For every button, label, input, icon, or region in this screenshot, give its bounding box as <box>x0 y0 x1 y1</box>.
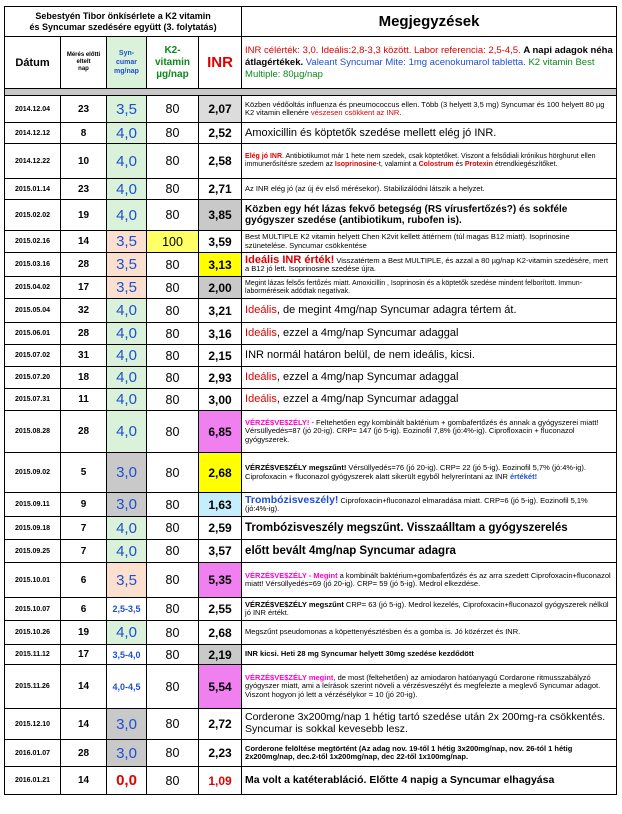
days-cell: 17 <box>61 277 107 299</box>
note-cell <box>242 123 617 144</box>
note-cell <box>242 493 617 517</box>
date-cell: 2015.03.16 <box>5 253 61 277</box>
inr-value-cell: 6,85 <box>199 411 242 453</box>
note-text: Megint <box>313 570 338 580</box>
table-row <box>5 411 617 453</box>
k2-dose-cell: 80 <box>147 389 199 411</box>
note-cell <box>242 665 617 709</box>
table-row <box>5 123 617 144</box>
note-text: Trombózisveszély megszűnt. Visszaálltam a gyógyszerelés <box>245 521 568 534</box>
note-text: , ezzel a 4mg/nap Syncumar adaggal <box>276 371 459 384</box>
days-cell: 28 <box>61 253 107 277</box>
date-cell: 2015.12.10 <box>5 709 61 740</box>
note-cell <box>242 517 617 540</box>
k2-dose-cell: 80 <box>147 767 199 795</box>
note-cell <box>242 179 617 200</box>
note-text: , de most (feltehetően) az amiodaron hatóanyagú Cordarone ritmusszabályzó gyógyszer miatt, ami a leírások szerint növeli a vérzésveszélyt és megfelezte a meglevő Syncumar adagot. Viszont hogyon jó lett a vérzésélykor = 10 (jó 20-ig). <box>245 672 601 699</box>
table-row <box>5 367 617 389</box>
table-row <box>5 517 617 540</box>
date-cell: 2015.02.02 <box>5 200 61 231</box>
inr-value-cell: 2,52 <box>199 123 242 144</box>
syncumar-dose-cell: 3,5 <box>107 253 147 277</box>
days-cell: 28 <box>61 323 107 345</box>
syncumar-dose-cell: 4,0 <box>107 299 147 323</box>
date-cell: 2015.05.04 <box>5 299 61 323</box>
note-text: VÉRZÉ$VE$ZÉLY! <box>245 417 310 427</box>
table-row <box>5 453 617 493</box>
days-cell: 19 <box>61 200 107 231</box>
col-header-syncumar <box>107 37 147 89</box>
col-k2-line-3: µg/nap <box>156 68 189 80</box>
syncumar-dose-cell: 3,0 <box>107 709 147 740</box>
note-text: . <box>399 108 402 117</box>
date-cell: 2015.09.25 <box>5 540 61 563</box>
date-cell: 2016.01.21 <box>5 767 61 795</box>
k2-dose-cell: 80 <box>147 709 199 740</box>
k2-dose-cell: 80 <box>147 253 199 277</box>
table-row <box>5 299 617 323</box>
note-text: INR normál határon belül, de nem ideális, kicsi. <box>245 349 475 362</box>
date-cell: 2014.12.12 <box>5 123 61 144</box>
table-row <box>5 665 617 709</box>
note-cell <box>242 323 617 345</box>
col-days-line-3: nap <box>78 66 89 72</box>
note-cell <box>242 253 617 277</box>
k2-dose-cell: 80 <box>147 740 199 767</box>
note-text: , ezzel a 4mg/nap Syncumar adaggal <box>276 327 459 340</box>
col-header-inr: INR <box>199 37 242 89</box>
table-row <box>5 200 617 231</box>
note-cell <box>242 767 617 795</box>
days-cell: 19 <box>61 621 107 645</box>
syncumar-dose-cell: 2,5-3,5 <box>107 598 147 621</box>
col-header-days <box>61 37 107 89</box>
date-cell: 2015.11.26 <box>5 665 61 709</box>
table-row <box>5 96 617 123</box>
k2-dose-cell: 80 <box>147 598 199 621</box>
table-row <box>5 323 617 345</box>
note-text: Ma volt a katéterabláció. Előtte 4 napig a Syncumar elhagyása <box>245 773 555 786</box>
note-text: Ideális INR érték! <box>245 253 335 266</box>
note-text: VÉRZÉ$VE$ZÉLY megszűnt! <box>245 463 347 473</box>
inr-value-cell: 2,55 <box>199 598 242 621</box>
inr-log-sheet <box>4 6 616 795</box>
syncumar-dose-cell: 4,0 <box>107 367 147 389</box>
table-row <box>5 767 617 795</box>
column-header-row <box>5 37 617 89</box>
days-cell: 18 <box>61 367 107 389</box>
note-cell <box>242 231 617 253</box>
inr-value-cell: 2,19 <box>199 645 242 665</box>
date-cell: 2016.01.07 <box>5 740 61 767</box>
note-text: Közben egy hét lázas fekvő betegség (RS vírusfertőzés?) és sokféle gyógyszer szedése (antibiotikum, rubofen is). <box>245 203 568 226</box>
syncumar-dose-cell: 4,0 <box>107 123 147 144</box>
k2-dose-cell: 80 <box>147 665 199 709</box>
syncumar-dose-cell: 4,0 <box>107 517 147 540</box>
date-cell: 2015.07.20 <box>5 367 61 389</box>
syncumar-dose-cell: 4,0 <box>107 144 147 179</box>
inr-value-cell: 3,21 <box>199 299 242 323</box>
inr-value-cell: 2,93 <box>199 367 242 389</box>
date-cell: 2014.12.04 <box>5 96 61 123</box>
table-row <box>5 645 617 665</box>
col-syn-line-2: cumar <box>115 59 137 66</box>
note-text: - Feltehetően egy kombinált baktérium + gombafertőzés és annak a gyógyszerei miatt! Vérsüllyedés=87 (jó 20-ig). CRP= 147 (jó 5-ig). Eozinofil 7,8% (jó:4%-ig). Ciprofloxacin + fluconazol gyógyszerek. <box>245 417 599 444</box>
note-cell <box>242 96 617 123</box>
col-days-line-1: Mérés előtti <box>66 52 101 58</box>
title-line-1: Sebestyén Tibor önkísérlete a K2 vitamin <box>35 10 211 21</box>
syncumar-dose-cell: 3,5 <box>107 277 147 299</box>
k2-dose-cell: 100 <box>147 231 199 253</box>
syncumar-dose-cell: 4,0 <box>107 200 147 231</box>
days-cell: 23 <box>61 96 107 123</box>
days-cell: 32 <box>61 299 107 323</box>
days-cell: 17 <box>61 645 107 665</box>
syncumar-dose-cell: 4,0 <box>107 179 147 200</box>
spacer-row <box>5 89 617 96</box>
days-cell: 23 <box>61 179 107 200</box>
days-cell: 14 <box>61 709 107 740</box>
table-row <box>5 144 617 179</box>
date-cell: 2015.11.12 <box>5 645 61 665</box>
note-text: VÉRZÉ$VE$ZÉLY megszűnt <box>245 599 344 609</box>
k2-dose-cell: 80 <box>147 563 199 598</box>
note-cell <box>242 621 617 645</box>
col-syn-line-1: Syn- <box>118 50 135 57</box>
days-cell: 14 <box>61 767 107 795</box>
k2-dose-cell: 80 <box>147 123 199 144</box>
syncumar-dose-cell: 4,0 <box>107 323 147 345</box>
note-text: Ciprofoxacin+fluconazol elmaradása miatt. CRP=6 (jó 5-ig). Eozinofil 5,1% (jó:4%-ig). <box>245 495 588 513</box>
note-cell <box>242 645 617 665</box>
inr-value-cell: 3,57 <box>199 540 242 563</box>
note-text: Amoxicillin és köptetők szedése mellett elég jó INR. <box>245 126 497 139</box>
k2-dose-cell: 80 <box>147 200 199 231</box>
note-cell <box>242 709 617 740</box>
syncumar-dose-cell: 4,0 <box>107 345 147 367</box>
col-k2-line-1: K2- <box>164 44 181 56</box>
note-text: Az INR elég jó (az új év első mérésekor). Stabilizálódni látszik a helyzet. <box>245 183 485 193</box>
note-text: , de megint 4mg/nap Syncumar adagra tértem át. <box>276 304 517 317</box>
note-cell <box>242 367 617 389</box>
days-cell: 28 <box>61 411 107 453</box>
syncumar-dose-cell: 0,0 <box>107 767 147 795</box>
inr-value-cell: 5,35 <box>199 563 242 598</box>
inr-value-cell: 2,58 <box>199 144 242 179</box>
syncumar-dose-cell: 3,5 <box>107 231 147 253</box>
note-cell <box>242 345 617 367</box>
table-row <box>5 540 617 563</box>
title-row <box>5 7 617 37</box>
col-header-k2 <box>147 37 199 89</box>
col-days-line-2: eltelt <box>76 59 91 65</box>
syncumar-dose-cell: 3,0 <box>107 740 147 767</box>
table-row <box>5 598 617 621</box>
date-cell: 2014.12.22 <box>5 144 61 179</box>
inr-value-cell: 3,59 <box>199 231 242 253</box>
note-text: . Antibiotikumot már 1 hete nem szedek, csak köptetőket. Viszont a felsődiali krónikus hörghurut ellen immunerősítésre szedem az <box>245 153 596 168</box>
table-row <box>5 231 617 253</box>
date-cell: 2015.09.18 <box>5 517 61 540</box>
legend-target-range: INR célérték: 3,0. Ideális:2,8-3,3 között. Labor referencia: 2,5-4,5. <box>245 44 521 56</box>
k2-dose-cell: 80 <box>147 96 199 123</box>
date-cell: 2015.06.01 <box>5 323 61 345</box>
note-text: Ideális <box>245 327 277 340</box>
days-cell: 14 <box>61 231 107 253</box>
syncumar-dose-cell: 3,5 <box>107 563 147 598</box>
note-text: a kombinált baktérium+gombafertőzés és az arra szedett Ciprofoxacin+fluconazol miatt! Vérsüllyedés=69 (jó 20-ig). CRP= 59 (jó 5-ig). Medrol elkezdése. <box>245 570 611 588</box>
legend-syncumar: Valeant Syncumar Mite: 1mg acenokumarol tabletta. <box>305 56 526 68</box>
syncumar-dose-cell: 3,5-4,0 <box>107 645 147 665</box>
note-text: Elég jó INR <box>245 153 282 161</box>
date-cell: 2015.07.31 <box>5 389 61 411</box>
days-cell: 7 <box>61 540 107 563</box>
days-cell: 11 <box>61 389 107 411</box>
col-k2-line-2: vitamin <box>154 56 190 68</box>
inr-value-cell: 3,85 <box>199 200 242 231</box>
note-cell <box>242 144 617 179</box>
date-cell: 2015.10.26 <box>5 621 61 645</box>
note-text: Best MULTIPLE K2 vitamin helyett Chen K2vit kellett áttérnem (túl magas B12 miatt). Isoprinosine szünetelése. Syncumar csökkentése <box>245 232 570 250</box>
k2-dose-cell: 80 <box>147 367 199 389</box>
table-row <box>5 621 617 645</box>
note-text: étrendkiegészítőket. <box>492 161 558 168</box>
note-cell <box>242 563 617 598</box>
date-cell: 2015.02.16 <box>5 231 61 253</box>
note-cell <box>242 740 617 767</box>
syncumar-dose-cell: 4,0 <box>107 411 147 453</box>
days-cell: 28 <box>61 740 107 767</box>
spacer-cell <box>5 89 617 96</box>
note-cell <box>242 540 617 563</box>
inr-value-cell: 2,59 <box>199 517 242 540</box>
note-cell <box>242 277 617 299</box>
note-text: Ideális <box>245 371 277 384</box>
table-row <box>5 740 617 767</box>
note-text: CRP= 63 (jó 5-ig). Medrol kezelés, Ciprofoxacin+fluconazol gyógyszerek nélkül jó INR értékt. <box>245 599 609 617</box>
note-text: Corderone 3x200mg/nap 1 hétig tartó szedése után 2x 200mg-ra csökkentés. Syncumar is sokkal kevesebb lesz. <box>245 711 606 735</box>
sheet-title <box>5 7 242 37</box>
col-header-date: Dátum <box>5 37 61 89</box>
date-cell: 2015.04.02 <box>5 277 61 299</box>
table-row <box>5 253 617 277</box>
table-row <box>5 277 617 299</box>
days-cell: 6 <box>61 598 107 621</box>
date-cell: 2015.08.28 <box>5 411 61 453</box>
note-text: VÉRZÉ$VE$ZÉLY - <box>245 570 314 580</box>
note-text: Trombózisveszély! <box>245 493 339 506</box>
k2-dose-cell: 80 <box>147 517 199 540</box>
note-text: Közben védőoltás influenza és pneumococcus ellen. Több (3 helyett 3,5 mg) Syncumar és 100 helyett 80 µg K2 vitamin ellenére <box>245 99 605 117</box>
note-text: megint <box>308 672 334 682</box>
note-text: és <box>453 161 465 168</box>
inr-value-cell: 2,07 <box>199 96 242 123</box>
syncumar-dose-cell: 4,0 <box>107 389 147 411</box>
note-text: értékét! <box>509 471 538 481</box>
note-cell <box>242 453 617 493</box>
title-line-2: és Syncumar szedésére együtt (3. folytatás) <box>29 21 217 32</box>
note-text: előtt bevált 4mg/nap Syncumar adagra <box>245 544 456 557</box>
note-text: Isoprinosine <box>334 161 377 168</box>
inr-value-cell: 3,00 <box>199 389 242 411</box>
legend-k2: K2 vitamin Best Multiple: 80µg/nap <box>245 56 595 80</box>
k2-dose-cell: 80 <box>147 323 199 345</box>
inr-value-cell: 1,63 <box>199 493 242 517</box>
date-cell: 2015.10.07 <box>5 598 61 621</box>
inr-value-cell: 2,72 <box>199 709 242 740</box>
table-row <box>5 345 617 367</box>
inr-value-cell: 2,68 <box>199 621 242 645</box>
inr-value-cell: 2,15 <box>199 345 242 367</box>
k2-dose-cell: 80 <box>147 493 199 517</box>
measurement-rows <box>5 96 617 795</box>
table-row <box>5 389 617 411</box>
days-cell: 9 <box>61 493 107 517</box>
inr-value-cell: 5,54 <box>199 665 242 709</box>
note-text: Ideális <box>245 393 277 406</box>
table-row <box>5 493 617 517</box>
k2-dose-cell: 80 <box>147 345 199 367</box>
inr-value-cell: 3,13 <box>199 253 242 277</box>
k2-dose-cell: 80 <box>147 621 199 645</box>
table-row <box>5 563 617 598</box>
note-text: Colostrum <box>418 161 454 168</box>
inr-log-table <box>4 6 617 795</box>
note-text: Megint lázas felsős fertőzés miatt. Amoxicillin , Isoprinosin és a köptetők szedése mindent felborított. Immun-laborméréseik adódtak negatívak. <box>245 279 582 295</box>
inr-value-cell: 2,68 <box>199 453 242 493</box>
note-text: INR kicsi. Heti 28 mg Syncumar helyett 30mg szedése kezdődött <box>245 649 474 659</box>
date-cell: 2015.01.14 <box>5 179 61 200</box>
k2-dose-cell: 80 <box>147 277 199 299</box>
col-syn-line-3: mg/nap <box>114 68 139 75</box>
table-row <box>5 709 617 740</box>
inr-value-cell: 2,23 <box>199 740 242 767</box>
note-text: Protexin <box>464 161 493 168</box>
date-cell: 2015.09.11 <box>5 493 61 517</box>
k2-dose-cell: 80 <box>147 411 199 453</box>
inr-value-cell: 2,00 <box>199 277 242 299</box>
note-cell <box>242 411 617 453</box>
note-cell <box>242 389 617 411</box>
syncumar-dose-cell: 4,0 <box>107 540 147 563</box>
note-text: Visszatértem a Best MULTIPLE, és azzal a 80 µg/nap K2-vitamin szedésére, mert a B12 jó lett. Isoprinosine szedése újra. <box>245 255 609 273</box>
legend-dose-note: A napi adagok néha átlagértékek. <box>245 44 613 68</box>
days-cell: 7 <box>61 517 107 540</box>
syncumar-dose-cell: 3,0 <box>107 493 147 517</box>
inr-value-cell: 2,71 <box>199 179 242 200</box>
syncumar-dose-cell: 3,5 <box>107 96 147 123</box>
note-cell <box>242 299 617 323</box>
note-text: Ideális <box>245 304 277 317</box>
k2-dose-cell: 80 <box>147 179 199 200</box>
note-text: , ezzel a 4mg/nap Syncumar adaggal <box>276 393 459 406</box>
note-text: -t, valamint a <box>376 161 419 168</box>
note-cell <box>242 200 617 231</box>
k2-dose-cell: 80 <box>147 144 199 179</box>
syncumar-dose-cell: 3,0 <box>107 453 147 493</box>
note-text: Megszűnt pseudomonas a köpettenyésztésben és a gomba is. Jó közérzet és INR. <box>245 627 521 637</box>
notes-title: Megjegyzések <box>242 7 617 37</box>
note-cell <box>242 598 617 621</box>
days-cell: 14 <box>61 665 107 709</box>
inr-value-cell: 3,16 <box>199 323 242 345</box>
days-cell: 10 <box>61 144 107 179</box>
note-text: Corderone felöltése megtörtént (Az adag nov. 19-től 1 hétig 3x200mg/nap, nov. 26-tól 1 hétig 2x200mg/nap, dec.2-től 1x200mg/nap, dec 22-től 1x100mg/nap. <box>245 743 573 761</box>
days-cell: 6 <box>61 563 107 598</box>
k2-dose-cell: 80 <box>147 540 199 563</box>
syncumar-dose-cell: 4,0-4,5 <box>107 665 147 709</box>
k2-dose-cell: 80 <box>147 299 199 323</box>
days-cell: 5 <box>61 453 107 493</box>
k2-dose-cell: 80 <box>147 453 199 493</box>
table-row <box>5 179 617 200</box>
syncumar-dose-cell: 4,0 <box>107 621 147 645</box>
note-text: VÉRZÉ$VE$ZÉLY <box>245 672 309 682</box>
inr-value-cell: 1,09 <box>199 767 242 795</box>
days-cell: 31 <box>61 345 107 367</box>
days-cell: 8 <box>61 123 107 144</box>
date-cell: 2015.07.02 <box>5 345 61 367</box>
note-text: Vérsüllyedés=76 (jó 20-ig). CRP= 22 (jó 5-ig). Eozinofil 5,7% (jó:4%-ig). Ciprofoxacin + fluconazol gyógyszerek alatt sikerült egyből helyreríntani az INR <box>245 463 587 481</box>
k2-dose-cell: 80 <box>147 645 199 665</box>
legend <box>242 37 617 89</box>
date-cell: 2015.09.02 <box>5 453 61 493</box>
note-text: vészesen csökkent az INR <box>310 108 400 117</box>
date-cell: 2015.10.01 <box>5 563 61 598</box>
